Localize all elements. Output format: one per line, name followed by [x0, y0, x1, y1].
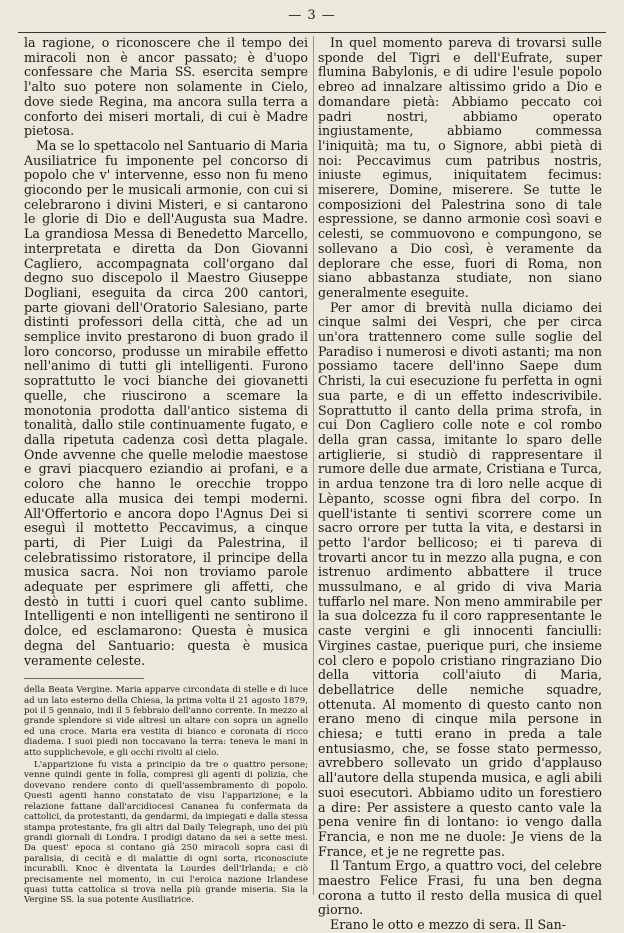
- right-paragraph-3: Il Tantum Ergo, a quattro voci, del celebre maestro Felice Frasi, fu una ben degna corona a tutto il resto della musica di quel giorno.: [318, 858, 602, 918]
- header-rule: [18, 32, 606, 33]
- footnote-1: della Beata Vergine. Maria apparve circondata di stelle e di luce ad un lato esterno della Chiesa, la prima volta il 21 agosto 1879, poi il 5 gennaio, indi il 5 febbraio dell'anno corrente. In mezzo al grande splendore si vide altresì un altare con sopra un agnello ed una croce. Maria era vestita di bianco e coronata di ricco diadema. I suoi piedi non toccavano la terra: teneva le mani in atto supplichevole, e gli occhi rivolti al cielo.: [24, 685, 308, 758]
- left-paragraph-2: Ma se lo spettacolo nel Santuario di Maria Ausiliatrice fu imponente pel concorso di popolo che v' intervenne, esso non fu meno giocondo per le musicali armonie, con cui si celebrarono i divini Misteri, e si cantarono le glorie di Dio e dell'Augusta sua Madre. La grandiosa Messa di Benedetto Marcello, interpretata e diretta da Don Giovanni Cagliero, accompagnata coll'organo dal degno suo discepolo il Maestro Giuseppe Dogliani, eseguita da circa 200 cantori, parte giovani dell'Oratorio Salesiano, parte distinti professori della città, che ad un semplice invito prestarono di buon grado il loro concorso, produsse un mirabile effetto nell'animo di tutti gli intelligenti. Furono soprattutto le voci bianche dei giovanetti quelle, che riuscirono a scemare la monotonia prodotta dall'antico sistema di tonalità, dallo stile continuamente fugato, e dalla ripetuta cadenza così detta plagale. Onde avvenne che quelle melodie maestose e gravi piacquero eziandio ai profani, e a coloro che hanno le orecchie troppo educate alla musica dei tempi moderni. All'Offertorio e ancora dopo l'Agnus Dei si eseguì il mottetto Peccavimus, a cinque parti, di Pier Luigi da Palestrina, il celebratissimo ristoratore, il principe della musica sacra. Noi non troviamo parole adequate per esprimere gli affetti, che destò in tutti i cuori quel canto sublime. Intelligenti e non intelligenti ne sentirono il dolce, ed esclamarono: Questa è musica degna del Santuario: questa è musica veramente celeste.: [24, 137, 309, 668]
- left-paragraph-1: la ragione, o riconoscere che il tempo dei miracoli non è ancor passato; è d'uopo confessare che Maria SS. esercita sempre l'alto suo potere non solamente in Cielo, dove siede Regina, ma ancora sulla terra a conforto dei miseri mortali, di cui è Madre pietosa.: [24, 35, 308, 139]
- right-paragraph-1: In quel momento pareva di trovarsi sulle sponde del Tigri e dell'Eufrate, super flumina Babylonis, e di udire l'esule popolo ebreo ad innalzare altissimo grido a Dio e domandare pietà: Abbiamo peccato coi padri nostri, abbiamo operato ingiustamente, abbiamo commessa l'iniquità; ma tu, o Signore, abbi pietà di noi: Peccavimus cum patribus nostris, iniuste egimus, iniquitatem fecimus: miserere, Domine, miserere. Se tutte le composizioni del Palestrina sono di tale espressione, se danno armonie così soavi e celesti, se commuovono e compungono, se sollevano a Dio così, è veramente da deplorare che esse, fuori di Roma, non siano abbastanza studiate, non siano generalmente eseguite.: [318, 35, 602, 300]
- right-paragraph-2: Per amor di brevità nulla diciamo dei cinque salmi dei Vespri, che per circa un'ora trattennero come sulle soglie del Paradiso i numerosi e divoti astanti; ma non possiamo tacere dell'inno Saepe dum Christi, la cui esecuzione fu perfetta in ogni sua parte, e di un effetto indescrivibile. Soprattutto il canto della prima strofa, in cui Don Cagliero colle note e col rombo della gran cassa, imitante lo sparo delle artiglierie, si studiò di rappresentare il rumore delle due armate, Cristiana e Turca, in ardua tenzone tra di loro nelle acque di Lèpanto, scosse ogni fibra del corpo. In quell'istante ti sentivi scorrere come un sacro orrore per tutta la vita, e destarsi in petto l'ardor bellicoso; ei ti pareva di trovarti ancor tu in mezzo alla pugna, e con istrenuo ardimento abbattere il truce mussulmano, e al grido di viva Maria tuffarlo nel mare. Non meno ammirabile per la sua dolcezza fu il coro rappresentante le caste vergini e gli innocenti fanciulli: Virgines castae, puerique puri, che insieme col clero e popolo cristiano ringraziano Dio della vittoria coll'aiuto di Maria, debellatrice delle nemiche squadre, ottenuta. Al momento di questo canto non erano meno di cinque mila persone in chiesa; e tutti erano in preda a tale entusiasmo, che, se fosse stato permesso, avrebbero sollevato un grido d'applauso all'autore della stupenda musica, e agli abili suoi esecutori. Abbiamo udito un forestiero a dire: Per assistere a questo canto vale la pena venire fin di lontano: io vengo dalla Francia, e non me ne duole: Je viens de la France, et je ne regrette pas.: [318, 299, 602, 859]
- footnote-2: L'apparizione fu vista a principio da tre o quattro persone; venne quindi gente in folla, compresi gli agenti di polizia, che dovevano rendere conto di quell'assembramento di popolo. Questi agenti hanno constatato de visu l'apparizione; e la relazione fattane dall'arcidiocesi Cananea fu confermata da cattolici, da protestanti, da gendarmi, da impiegati e dalla stessa stampa protestante, fra gli altri dal Daily Telegraph, uno dei più grandi giornali di Londra. I prodigi datano da sei a sette mesi. Da quest' epoca si contano già 250 miracoli sopra casi di paralisia, di cecità e di malattie di ogni sorta, riconosciute incurabili. Knoc è diventata la Lourdes dell'Irlanda; e ciò precisamente nel momento, in cui l'eroica nazione Irlandese quasi tutta cattolica si trova nella più grande miseria. Sia la Vergine SS. la sua potente Ausiliatrice.: [24, 760, 308, 906]
- right-column: [318, 35, 602, 933]
- left-column: [24, 35, 309, 906]
- footnote-separator: [24, 678, 144, 679]
- right-paragraph-4: Erano le otto e mezzo di sera. Il San-: [330, 917, 566, 933]
- page-number: — 3 —: [288, 8, 336, 23]
- column-divider: [313, 36, 314, 895]
